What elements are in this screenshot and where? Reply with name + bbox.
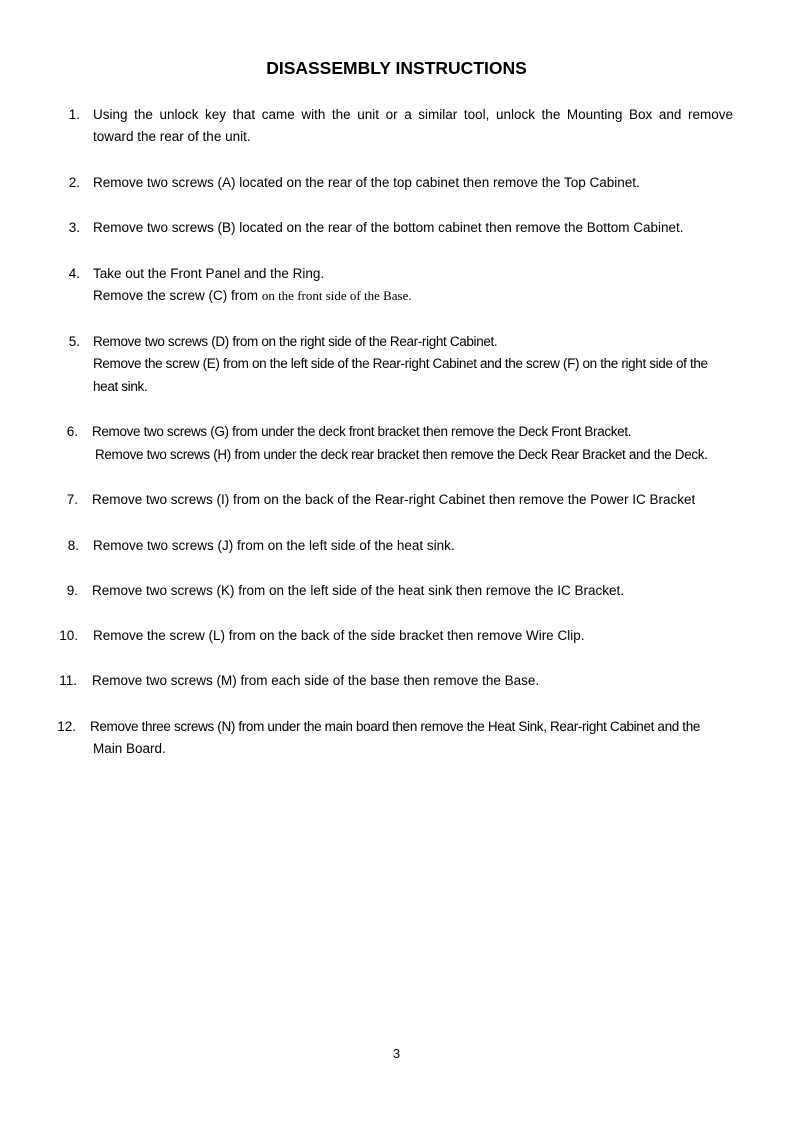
step-text: Remove two screws (D) from on the right side of the Rear-right Cabinet.: [93, 334, 498, 349]
step-number: 6.: [66, 424, 78, 439]
page-number: 3: [392, 1046, 401, 1061]
step-number: 3.: [68, 220, 80, 235]
step-text: heat sink.: [93, 379, 148, 394]
step-text: Take out the Front Panel and the Ring.: [93, 266, 325, 281]
step-text: Remove two screws (G) from under the deck front bracket then remove the Deck Front Bracket.: [92, 424, 632, 439]
page-title: DISASSEMBLY INSTRUCTIONS: [266, 58, 527, 78]
step-number: 4.: [68, 266, 80, 281]
step-text: [93, 288, 412, 304]
step-text: Remove two screws (M) from each side of the base then remove the Base.: [92, 673, 540, 688]
step-text: Using the unlock key that came with the unit or a similar tool, unlock the Mounting Box and remove: [93, 107, 733, 122]
step-text-part: on the front side of the Base.: [261, 288, 412, 303]
step-text: Remove two screws (B) located on the rear of the bottom cabinet then remove the Bottom Cabinet.: [93, 220, 684, 235]
step-number: 5.: [68, 334, 80, 349]
step-number: 8.: [67, 538, 79, 553]
step-text: Remove two screws (I) from on the back of the Rear-right Cabinet then remove the Power IC Bracket: [92, 492, 696, 507]
step-number: 1.: [68, 107, 80, 122]
step-text: Main Board.: [93, 741, 166, 756]
step-number: 12.: [57, 719, 76, 734]
step-text: toward the rear of the unit.: [93, 129, 251, 144]
step-text: Remove the screw (E) from on the left side of the Rear-right Cabinet and the screw (F) on the right side of the: [93, 356, 708, 371]
step-text: Remove two screws (A) located on the rear of the top cabinet then remove the Top Cabinet.: [93, 175, 640, 190]
step-text: Remove two screws (H) from under the deck rear bracket then remove the Deck Rear Bracket and the Deck.: [95, 447, 708, 462]
step-text: Remove two screws (J) from on the left side of the heat sink.: [93, 538, 455, 553]
step-number: 10.: [59, 628, 78, 643]
step-text-part: Remove the screw (C) from: [93, 288, 259, 303]
step-text: Remove the screw (L) from on the back of the side bracket then remove Wire Clip.: [93, 628, 585, 643]
step-number: 2.: [68, 175, 80, 190]
step-number: 7.: [66, 492, 78, 507]
step-text: Remove two screws (K) from on the left side of the heat sink then remove the IC Bracket.: [92, 583, 624, 598]
step-number: 11.: [59, 673, 77, 688]
step-text: Remove three screws (N) from under the main board then remove the Heat Sink, Rear-right Cabinet and the: [90, 719, 701, 734]
step-number: 9.: [66, 583, 78, 598]
